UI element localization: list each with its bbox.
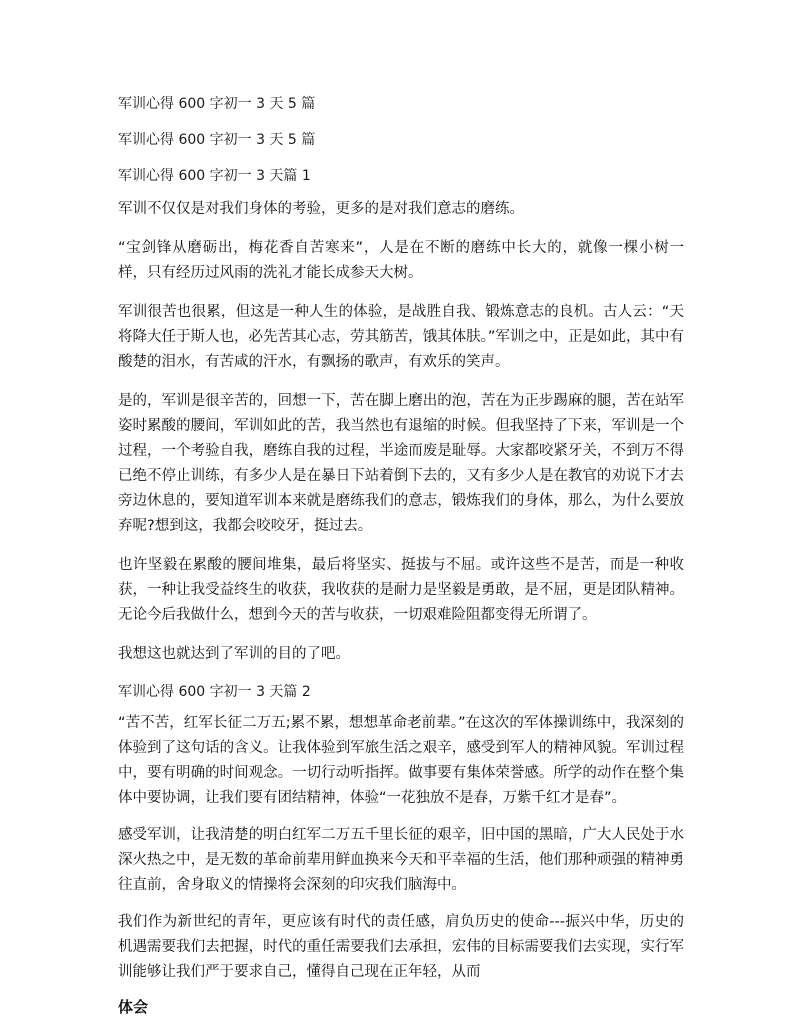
paragraph-2: “宝剑锋从磨砺出，梅花香自苦寒来”，人是在不断的磨练中长大的，就像一棵小树一样，只有经历过风雨的洗礼才能长成参天大树。 [118, 240, 684, 281]
paragraph-9: 我们作为新世纪的青年，更应该有时代的责任感，肩负历史的使命---振兴中华，历史的机遇需要我们去把握，时代的重任需要我们去承担，宏伟的目标需要我们去实现，实行军训能够让我们严于要求自己，懂得自己现在正年轻，从而 [118, 914, 684, 980]
paragraph-7: “苦不苦，红军长征二万五;累不累，想想革命老前辈。”在这次的军体操训练中，我深刻的体验到了这句话的含义。让我体验到军旅生活之艰辛，感受到军人的精神风貌。军训过程中，要有明确的时间观念。一切行动听指挥。做事要有集体荣誉感。所学的动作在整个集体中要协调，让我们要有团结精神，体验“一花独放不是春，万紫千红才是春”。 [118, 715, 684, 806]
paragraph-6: 我想这也就达到了军训的目的了吧。 [118, 646, 350, 662]
paragraph-4: 是的，军训是很辛苦的，回想一下，苦在脚上磨出的泡，苦在为正步踢麻的腿，苦在站军姿时累酸的腰间，军训如此的苦，我当然也有退缩的时候。但我坚持了下来，军训是一个过程，一个考验自我，磨练自我的过程，半途而废是耻辱。大家都咬紧牙关，不到万不得已绝不停止训练，有多少人是在暴日下站着倒下去的，又有多少人是在教官的劝说下才去旁边休息的，要知道军训本来就是磨练我们的意志，锻炼我们的身体，那么，为什么要放弃呢?想到这，我都会咬咬牙，挺过去。 [118, 393, 684, 534]
paragraph-3: 军训很苦也很累，但这是一种人生的体验，是战胜自我、锻炼意志的良机。古人云：“天将降大任于斯人也，必先苦其心志，劳其筋苦，饿其体肤。”军训之中，正是如此，其中有酸楚的泪水，有苦咸的汗水，有飘扬的歌声，有欢乐的笑声。 [118, 304, 684, 370]
document-subtitle: 军训心得 600 字初一 3 天 5 篇 [118, 132, 316, 148]
closing-heading: 体会 [118, 998, 149, 1016]
paragraph-5: 也许坚毅在累酸的腰间堆集，最后将坚实、挺拔与不屈。或许这些不是苦，而是一种收获，一种让我受益终生的收获，我收获的是耐力是坚毅是勇敢，是不屈，更是团队精神。无论今后我做什么，想到今天的苦与收获，一切艰难险阻都变得无所谓了。 [118, 557, 684, 623]
document-title: 军训心得 600 字初一 3 天 5 篇 [118, 96, 316, 112]
paragraph-1: 军训不仅仅是对我们身体的考验，更多的是对我们意志的磨练。 [118, 201, 524, 217]
section-title-1: 军训心得 600 字初一 3 天篇 1 [118, 168, 311, 184]
paragraph-8: 感受军训，让我清楚的明白红军二万五千里长征的艰辛，旧中国的黑暗，广大人民处于水深火热之中，是无数的革命前辈用鲜血换来今天和平幸福的生活，他们那种顽强的精神勇往直前，舍身取义的情操将会深刻的印灾我们脑海中。 [118, 827, 684, 893]
section-title-2: 军训心得 600 字初一 3 天篇 2 [118, 684, 311, 700]
